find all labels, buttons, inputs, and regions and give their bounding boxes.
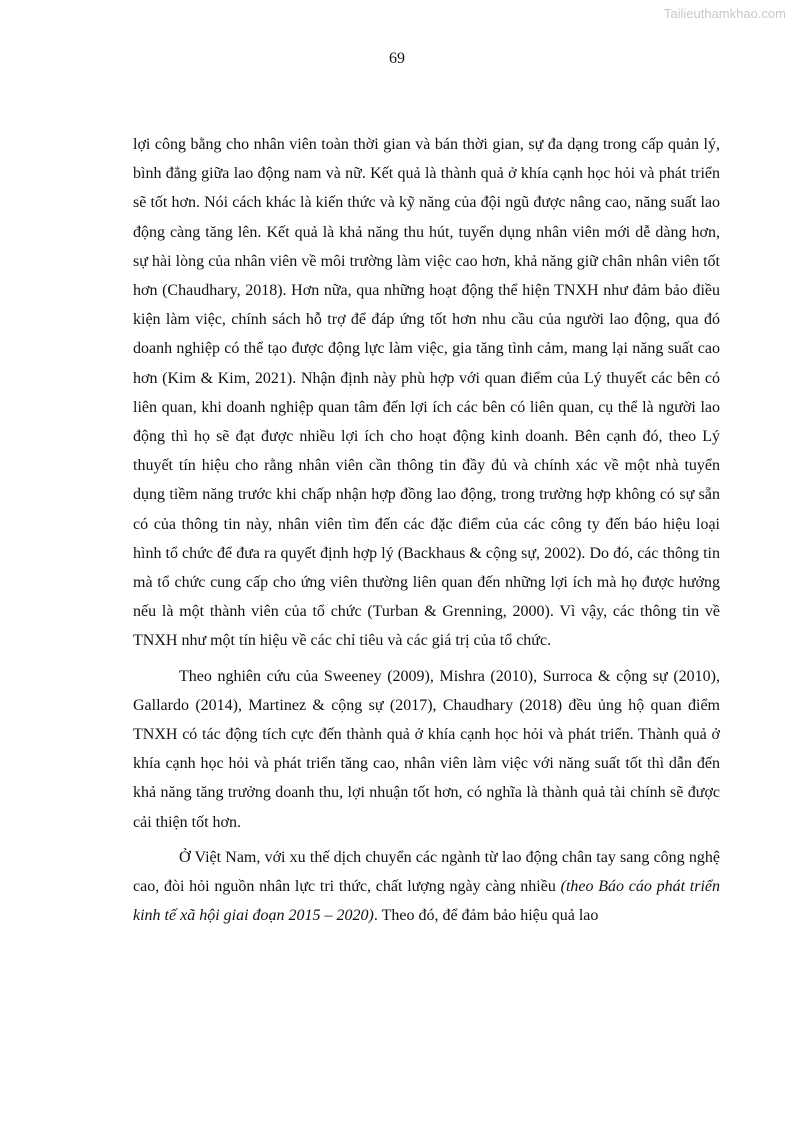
paragraph-2: Theo nghiên cứu của Sweeney (2009), Mishra (2010), Surroca & cộng sự (2010), Gallardo (2014), Martinez & cộng sự (2017), Chaudhary (2018) đều ủng hộ quan điểm TNXH có tác động tích cực đến thành quả ở khía cạnh học hỏi và phát triển. Thành quả ở khía cạnh học hỏi và phát triển tăng cao, nhân viên làm việc với năng suất tốt thì dẫn đến khả năng tăng trưởng doanh thu, lợi nhuận tốt hơn, có nghĩa là thành quả tài chính sẽ được cải thiện tốt hơn.: [133, 667, 720, 831]
paragraph-1: lợi công bằng cho nhân viên toàn thời gian và bán thời gian, sự đa dạng trong cấp quản lý, bình đẳng giữa lao động nam và nữ. Kết quả là thành quả ở khía cạnh học hỏi và phát triển sẽ tốt hơn. Nói cách khác là kiến thức và kỹ năng của đội ngũ được nâng cao, năng suất lao động càng tăng lên. Kết quả là khả năng thu hút, tuyển dụng nhân viên mới dễ dàng hơn, sự hài lòng của nhân viên về môi trường làm việc cao hơn, khả năng giữ chân nhân viên tốt hơn (Chaudhary, 2018). Hơn nữa, qua những hoạt động thể hiện TNXH như đảm bảo điều kiện làm việc, chính sách hỗ trợ để đáp ứng tốt hơn nhu cầu của người lao động, qua đó doanh nghiệp có thể tạo được động lực làm việc, gia tăng tình cảm, mang lại năng suất cao hơn (Kim & Kim, 2021). Nhận định này phù hợp với quan điểm của Lý thuyết các bên có liên quan, khi doanh nghiệp quan tâm đến lợi ích các bên có liên quan, cụ thể là người lao động thì họ sẽ đạt được nhiều lợi ích cho hoạt động kinh doanh. Bên cạnh đó, theo Lý thuyết tín hiệu cho rằng nhân viên cần thông tin đầy đủ và chính xác về một nhà tuyển dụng tiềm năng trước khi chấp nhận hợp đồng lao động, trong trường hợp không có sự sẵn có của thông tin này, nhân viên tìm đến các đặc điểm của các công ty đến báo hiệu loại hình tổ chức để đưa ra quyết định hợp lý (Backhaus & cộng sự, 2002). Do đó, các thông tin mà tổ chức cung cấp cho ứng viên thường liên quan đến những lợi ích mà họ được hưởng nếu là một thành viên của tổ chức (Turban & Grenning, 2000). Vì vậy, các thông tin về TNXH như một tín hiệu về các chỉ tiêu và các giá trị của tổ chức.: [133, 136, 720, 650]
paragraph-3-italic-citation: (theo Báo cáo phát triển kinh tế xã hội giai đoạn 2015 – 2020): [133, 878, 720, 925]
document-body: [133, 130, 720, 930]
paragraph-3: [133, 843, 720, 931]
page-number: 69: [389, 50, 405, 67]
paragraph-3-text-start: Ở Việt Nam, với xu thế dịch chuyển các ngành từ lao động chân tay sang công nghệ cao, đòi hỏi nguồn nhân lực tri thức, chất lượng ngày càng nhiều: [133, 848, 720, 896]
paragraph-3-text-end: . Theo đó, để đảm bảo hiệu quả lao: [373, 907, 599, 925]
watermark: Tailieuthamkhao.com: [663, 6, 786, 21]
